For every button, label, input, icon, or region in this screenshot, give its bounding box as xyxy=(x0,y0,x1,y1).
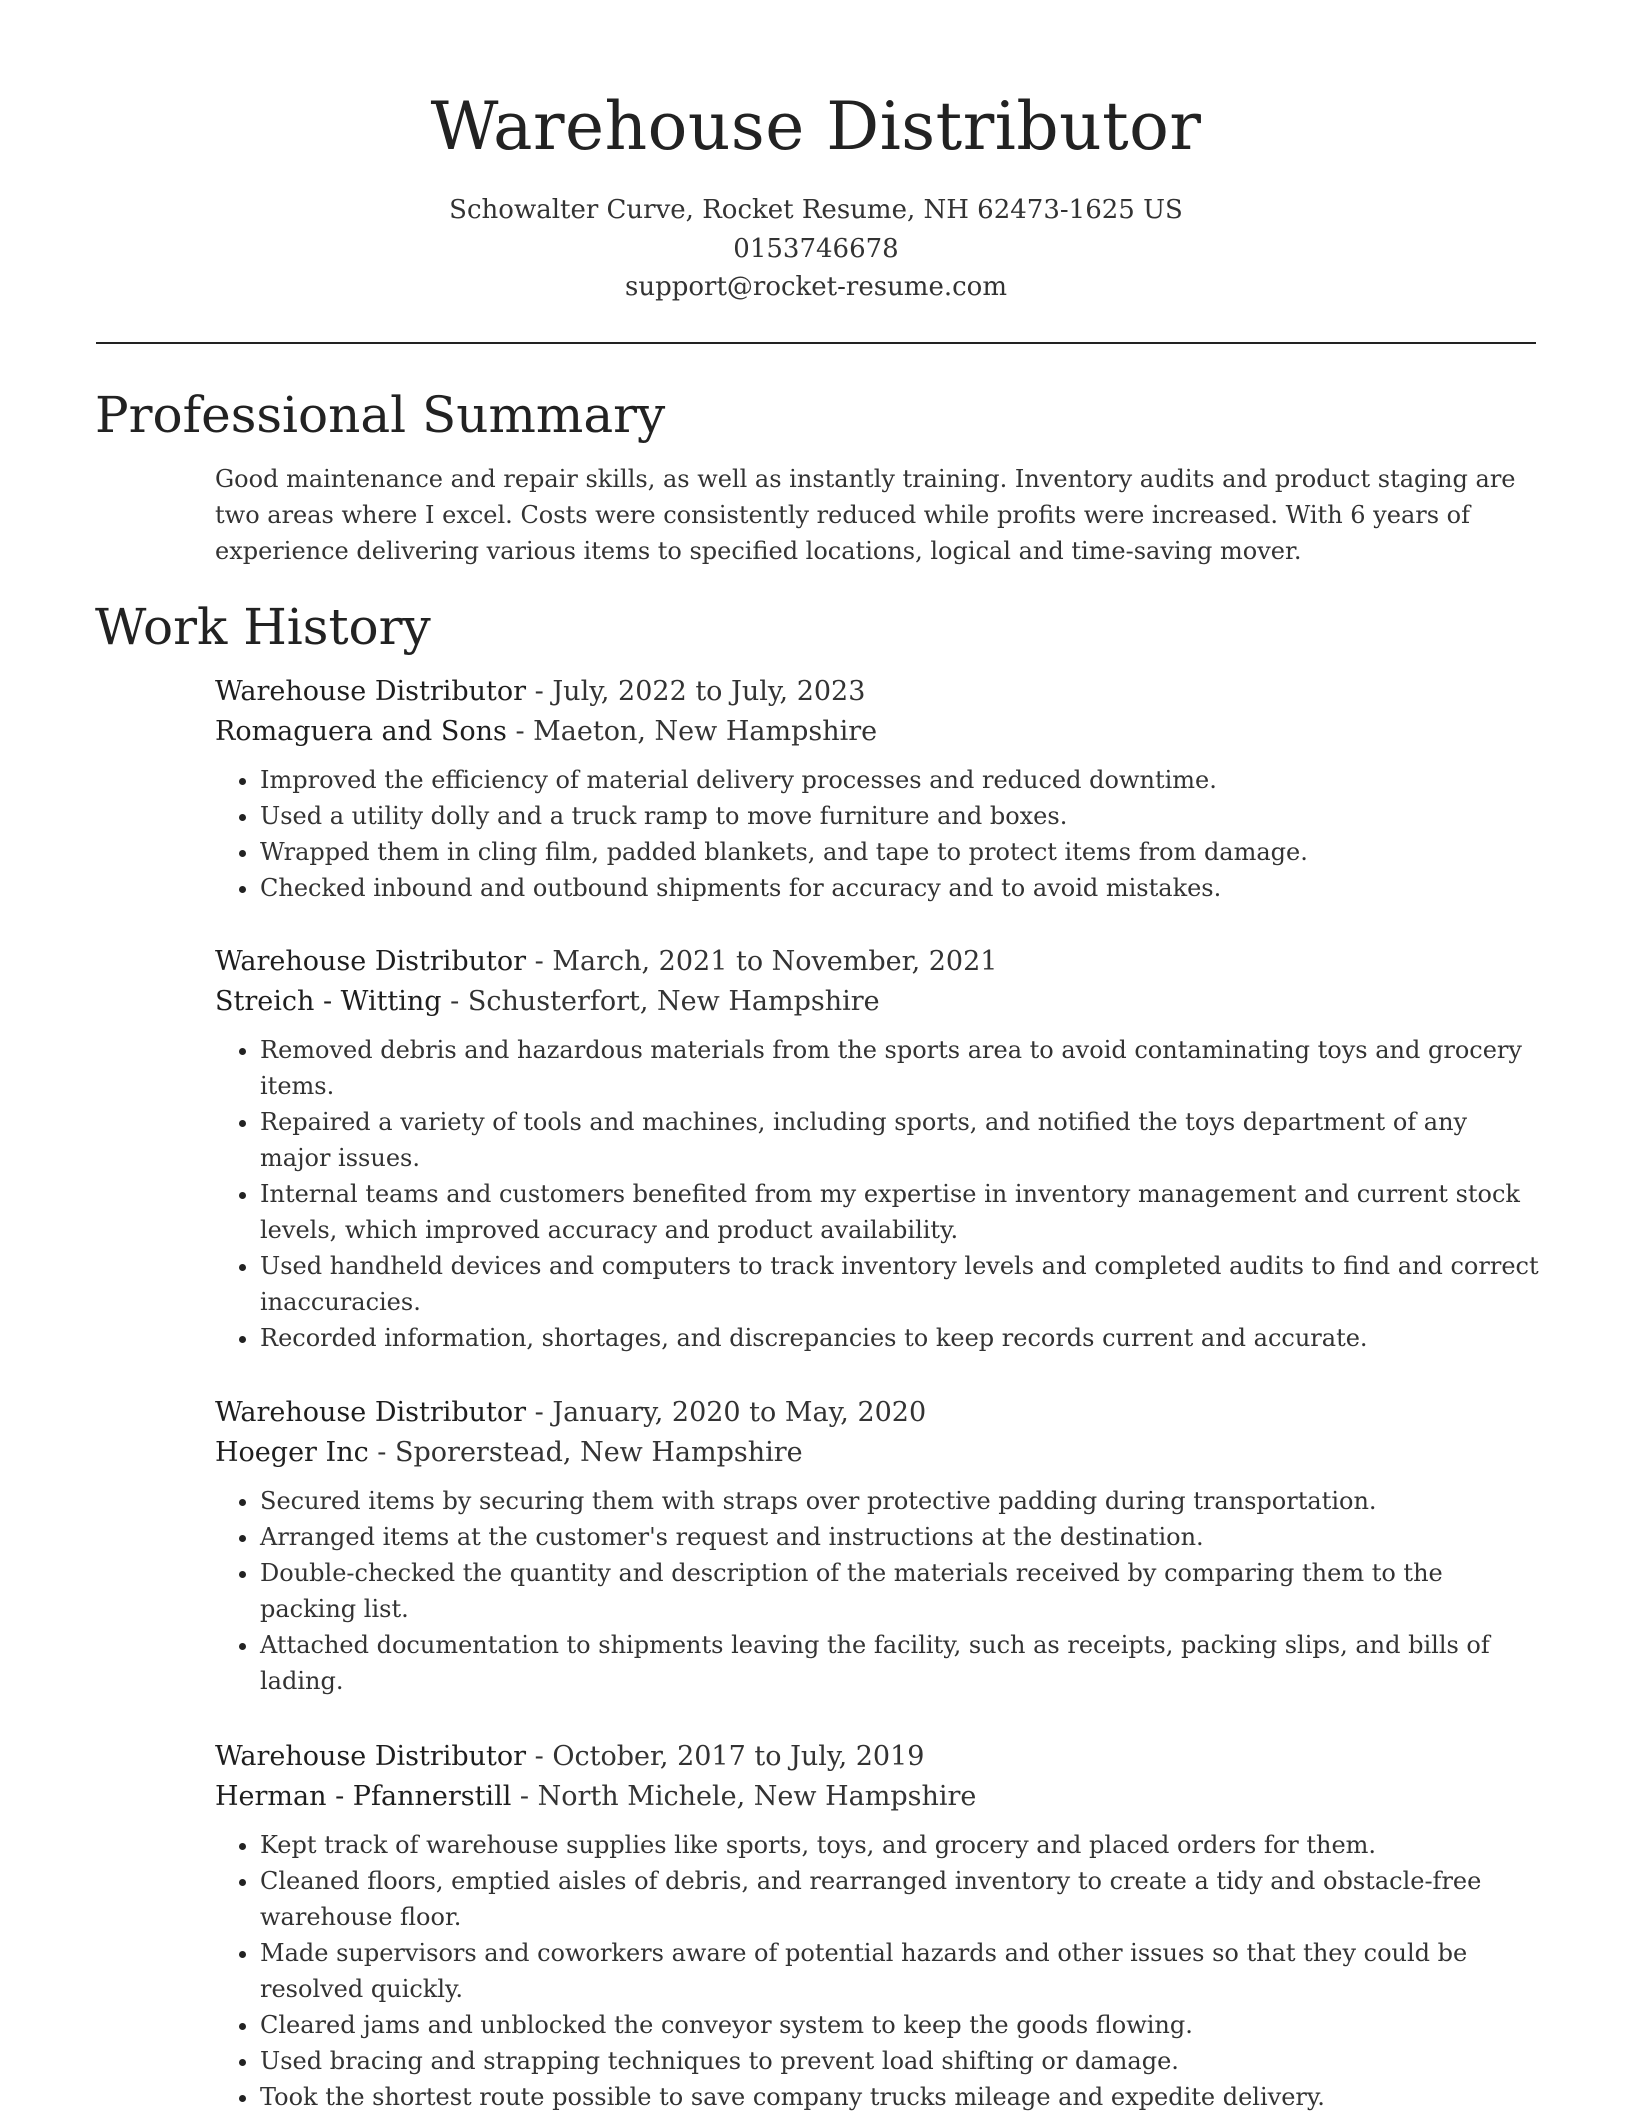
job-company: Romaguera and Sons xyxy=(215,716,507,747)
job-location: - Maeton, New Hampshire xyxy=(506,716,878,747)
job-title-line xyxy=(215,1393,1540,1433)
job-dates: - January, 2020 to May, 2020 xyxy=(526,1397,927,1428)
job-role: Warehouse Distributor xyxy=(215,1397,527,1428)
job-company: Streich - Witting xyxy=(215,986,442,1017)
job-bullet: • Used bracing and strapping techniques to prevent load shifting or damage. xyxy=(260,2043,1540,2079)
job-bullet: • Used handheld devices and computers to track inventory levels and completed audits to find and correct inaccuracies. xyxy=(260,1248,1540,1320)
job-title-line xyxy=(215,942,1540,982)
job-location: - Schusterfort, New Hampshire xyxy=(441,986,880,1017)
job-dates: - October, 2017 to July, 2019 xyxy=(526,1741,925,1772)
job-dates: - July, 2022 to July, 2023 xyxy=(526,676,866,707)
job-bullet-list xyxy=(215,1032,1540,1356)
job-bullet-list xyxy=(215,762,1540,906)
contact-address: Schowalter Curve, Rocket Resume, NH 62473-1625 US xyxy=(449,195,1183,225)
summary-heading: Professional Summary xyxy=(95,386,666,444)
job-bullet: • Wrapped them in cling film, padded blankets, and tape to protect items from damage. xyxy=(260,834,1540,870)
job-company-line xyxy=(215,982,1540,1022)
contact-phone: 0153746678 xyxy=(733,234,899,264)
job-role: Warehouse Distributor xyxy=(215,676,527,707)
job-bullet: • Internal teams and customers benefited from my expertise in inventory management and current stock levels, which improved accuracy and product availability. xyxy=(260,1176,1540,1248)
job-bullet: • Removed debris and hazardous materials from the sports area to avoid contaminating toys and grocery items. xyxy=(260,1032,1540,1104)
job-location: - Sporerstead, New Hampshire xyxy=(368,1437,803,1468)
job-bullet: • Double-checked the quantity and description of the materials received by comparing them to the packing list. xyxy=(260,1555,1540,1627)
resume-name: Warehouse Distributor xyxy=(430,88,1202,165)
job-bullet: • Checked inbound and outbound shipments for accuracy and to avoid mistakes. xyxy=(260,870,1540,906)
summary-text: Good maintenance and repair skills, as well as instantly training. Inventory audits and product staging are two areas where I excel. Costs were consistently reduced while profits were increased. With 6 years of experience delivering various items to specified locations, logical and time-saving mover. xyxy=(215,465,1516,565)
job-location: - North Michele, New Hampshire xyxy=(511,1781,977,1812)
job-dates: - March, 2021 to November, 2021 xyxy=(526,946,998,977)
job-company-line xyxy=(215,1777,1540,1817)
job-bullet: • Used a utility dolly and a truck ramp to move furniture and boxes. xyxy=(260,798,1540,834)
job-entry xyxy=(215,942,1540,1356)
job-title-line xyxy=(215,1737,1540,1777)
job-company: Hoeger Inc xyxy=(215,1437,369,1468)
job-entry xyxy=(215,1737,1540,2112)
job-bullet: • Improved the efficiency of material delivery processes and reduced downtime. xyxy=(260,762,1540,798)
job-bullet: • Arranged items at the customer's request and instructions at the destination. xyxy=(260,1519,1540,1555)
job-company-line xyxy=(215,712,1540,752)
job-bullet: • Took the shortest route possible to save company trucks mileage and expedite delivery. xyxy=(260,2079,1540,2112)
job-bullet: • Kept track of warehouse supplies like sports, toys, and grocery and placed orders for them. xyxy=(260,1827,1540,1863)
header-divider xyxy=(96,342,1536,344)
job-title-line xyxy=(215,672,1540,712)
job-company: Herman - Pfannerstill xyxy=(215,1781,512,1812)
job-role: Warehouse Distributor xyxy=(215,1741,527,1772)
job-entry xyxy=(215,1393,1540,1699)
job-bullet: • Repaired a variety of tools and machines, including sports, and notified the toys department of any major issues. xyxy=(260,1104,1540,1176)
work-history-heading: Work History xyxy=(95,598,431,656)
job-bullet: • Recorded information, shortages, and discrepancies to keep records current and accurate. xyxy=(260,1320,1540,1356)
job-entry xyxy=(215,672,1540,906)
job-bullet: • Attached documentation to shipments leaving the facility, such as receipts, packing slips, and bills of lading. xyxy=(260,1627,1540,1699)
job-bullet-list xyxy=(215,1827,1540,2112)
job-bullet: • Cleared jams and unblocked the conveyor system to keep the goods flowing. xyxy=(260,2007,1540,2043)
job-bullet: • Made supervisors and coworkers aware of potential hazards and other issues so that they could be resolved quickly. xyxy=(260,1935,1540,2007)
job-company-line xyxy=(215,1433,1540,1473)
job-role: Warehouse Distributor xyxy=(215,946,527,977)
contact-email: support@rocket-resume.com xyxy=(624,272,1007,302)
job-bullet: • Cleaned floors, emptied aisles of debris, and rearranged inventory to create a tidy and obstacle-free warehouse floor. xyxy=(260,1863,1540,1935)
job-bullet-list xyxy=(215,1483,1540,1699)
job-bullet: • Secured items by securing them with straps over protective padding during transportation. xyxy=(260,1483,1540,1519)
